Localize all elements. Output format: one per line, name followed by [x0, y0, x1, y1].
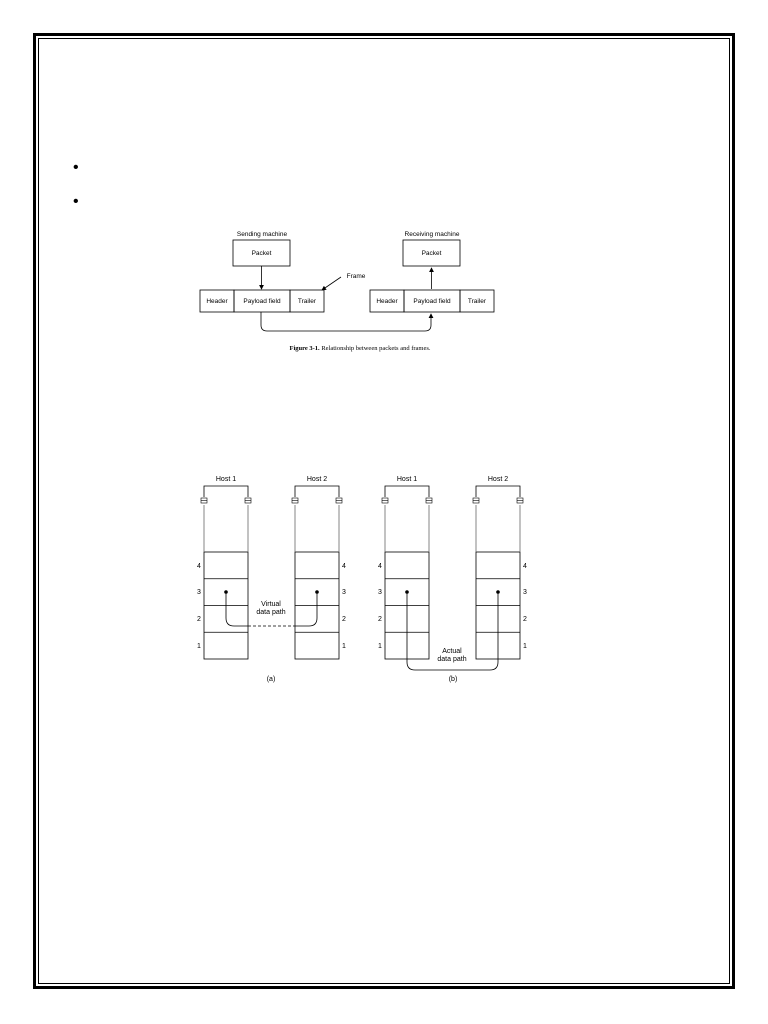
a-left-layer-3: 3	[197, 589, 201, 596]
a-host1-dot	[224, 590, 228, 594]
subfigure-a-label: (a)	[266, 676, 276, 683]
b-host1-dot	[405, 590, 409, 594]
b-right-layer-3: 3	[523, 589, 527, 596]
b-host2-dot	[496, 590, 500, 594]
b-right-layer-2: 2	[523, 616, 527, 623]
a-left-layer-4: 4	[197, 563, 201, 570]
virtual-data-path	[226, 592, 248, 626]
a-host1-label: Host 1	[215, 476, 237, 483]
virtual-path-label-1: Virtual	[261, 601, 281, 608]
receiving-machine-label: Receiving machine	[404, 231, 460, 238]
bullet-point-1: •	[73, 159, 79, 176]
sending-machine-label: Sending machine	[236, 231, 288, 238]
frame-label: Frame	[346, 273, 366, 280]
b-left-layer-4: 4	[378, 563, 382, 570]
bullet-point-2: •	[73, 193, 79, 210]
b-right-layer-1: 1	[523, 643, 527, 650]
a-left-layer-1: 1	[197, 643, 201, 650]
receiving-packet-label: Packet	[421, 250, 442, 257]
b-host1-label: Host 1	[396, 476, 418, 483]
b-left-layer-2: 2	[378, 616, 382, 623]
b-right-layer-4: 4	[523, 563, 527, 570]
a-left-layer-2: 2	[197, 616, 201, 623]
caption-number: Figure 3-1.	[289, 345, 320, 352]
receiving-payload-label: Payload field	[413, 298, 451, 305]
sending-packet-label: Packet	[251, 250, 272, 257]
sending-trailer-label: Trailer	[297, 298, 317, 305]
actual-path-label-2: data path	[437, 656, 467, 663]
receiving-trailer-label: Trailer	[467, 298, 487, 305]
a-right-layer-3: 3	[342, 589, 346, 596]
a-right-layer-2: 2	[342, 616, 346, 623]
b-left-layer-3: 3	[378, 589, 382, 596]
connector-icon	[201, 498, 523, 503]
caption-text: Relationship between packets and frames.	[321, 345, 431, 352]
actual-path-label-1: Actual	[442, 648, 462, 655]
a-host2-label: Host 2	[306, 476, 328, 483]
virtual-path-label-2: data path	[256, 609, 286, 616]
subfigure-b-label: (b)	[448, 676, 458, 683]
sending-header-label: Header	[206, 298, 228, 305]
a-host2-dot	[315, 590, 319, 594]
a-right-layer-4: 4	[342, 563, 346, 570]
b-left-layer-1: 1	[378, 643, 382, 650]
sending-payload-label: Payload field	[243, 298, 281, 305]
receiving-header-label: Header	[376, 298, 398, 305]
a-right-layer-1: 1	[342, 643, 346, 650]
b-host2-label: Host 2	[487, 476, 509, 483]
